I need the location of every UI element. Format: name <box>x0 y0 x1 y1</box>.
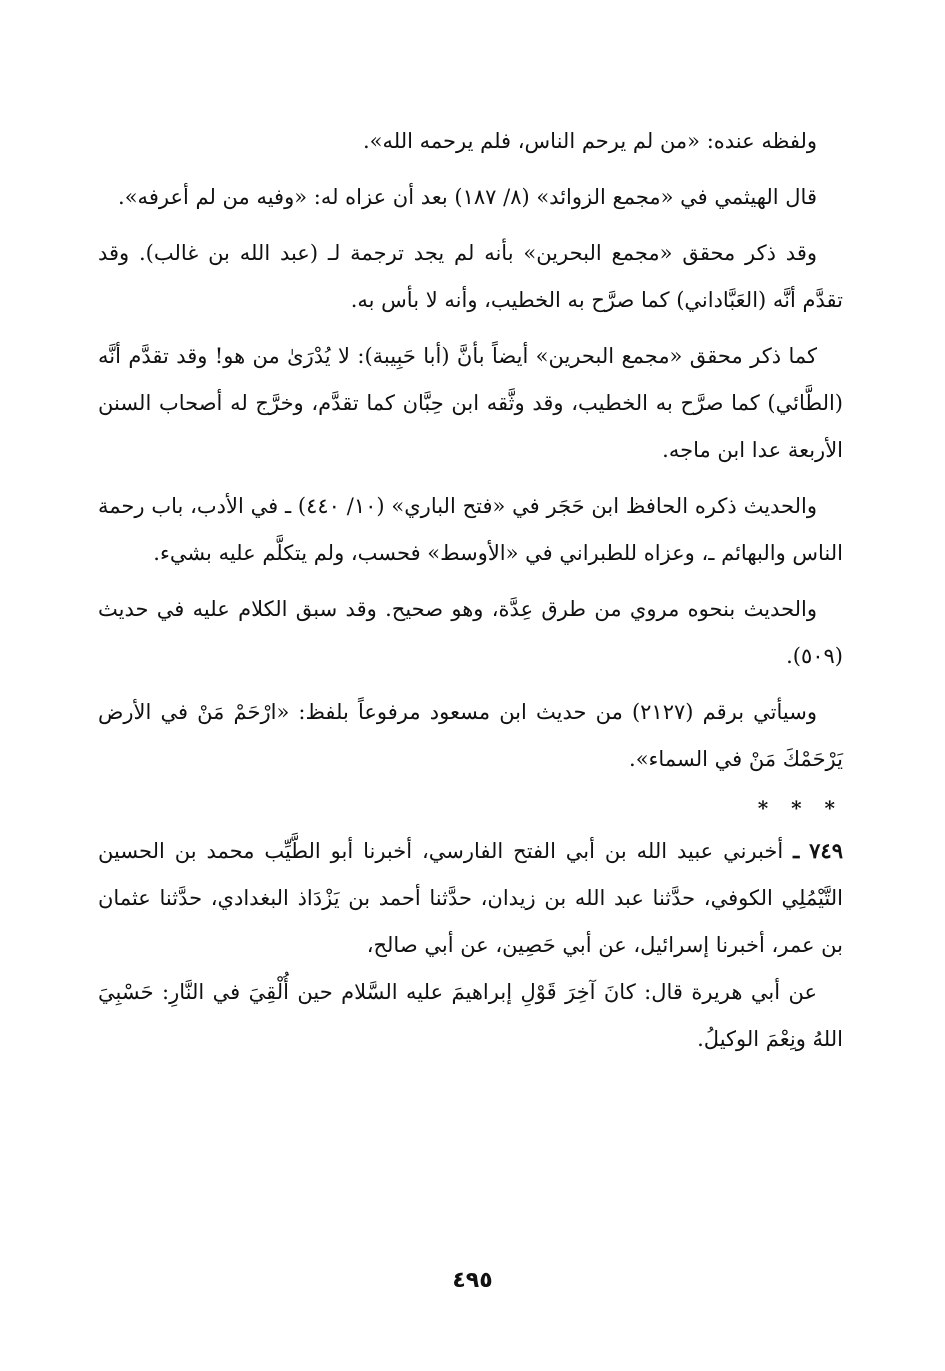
paragraph-ibn-masud: وسيأتي برقم (٢١٢٧) من حديث ابن مسعود مرفوعاً بلفظ: «ارْحَمْ مَنْ في الأرض يَرْحَمْكَ مَنْ في السماء». <box>98 700 843 771</box>
hadith-dash: ـ <box>793 838 800 863</box>
paragraph-turuq: والحديث بنحوه مروي من طرق عِدَّة، وهو صحيح. وقد سبق الكلام عليه في حديث (٥٠٩). <box>98 597 843 668</box>
paragraph-lafzuh: ولفظه عنده: «من لم يرحم الناس، فلم يرحمه الله». <box>363 129 817 153</box>
paragraph-abu-habiba: كما ذكر محقق «مجمع البحرين» أيضاً بأنَّ (أبا حَبِيبة): لا يُدْرَىٰ من هو! وقد تقدَّم أنَّه (الطَّائي) كما صرَّح به الخطيب، وقد وثَّقه ابن حِبَّان كما تقدَّم، وخرَّج له أصحاب السنن الأربعة عدا ابن ماجه. <box>98 344 843 462</box>
hadith-entry <box>98 827 843 1063</box>
section-divider: * * * <box>757 796 843 820</box>
paragraph-abdullah-ibn-ghalib: وقد ذكر محقق «مجمع البحرين» بأنه لم يجد ترجمة لـ (عبد الله بن غالب). وقد تقدَّم أنَّه (العَبَّاداني) كما صرَّح به الخطيب، وأنه لا بأس به. <box>98 241 843 312</box>
page-body <box>98 118 843 1065</box>
hadith-number: ٧٤٩ <box>809 838 843 863</box>
hadith-matn: عن أبي هريرة قال: كانَ آخِرَ قَوْلِ إبراهيمَ عليه السَّلام حين أُلْقِيَ في النَّارِ: حَسْبِيَ اللهُ ونِعْمَ الوكيلُ. <box>98 980 843 1051</box>
paragraph-haythami: قال الهيثمي في «مجمع الزوائد» (٨/ ١٨٧) بعد أن عزاه له: «وفيه من لم أعرفه». <box>118 185 817 209</box>
hadith-isnad <box>98 827 843 969</box>
page-number: ٤٩٥ <box>452 1268 493 1293</box>
hadith-isnad-text: أخبرني عبيد الله بن أبي الفتح الفارسي، أخبرنا أبو الطَّيِّب محمد بن الحسين التَّيْمُلِي الكوفي، حدَّثنا عبد الله بن زيدان، حدَّثنا أحمد بن يَزْدَاذ البغدادي، حدَّثنا عثمان بن عمر، أخبرنا إسرائيل، عن أبي حَصِين، عن أبي صالح، <box>98 839 843 957</box>
paragraph-fath-al-bari: والحديث ذكره الحافظ ابن حَجَر في «فتح الباري» (١٠/ ٤٤٠) ـ في الأدب، باب رحمة الناس والبهائم ـ، وعزاه للطبراني في «الأوسط» فحسب، ولم يتكلَّم عليه بشيء. <box>98 494 843 565</box>
